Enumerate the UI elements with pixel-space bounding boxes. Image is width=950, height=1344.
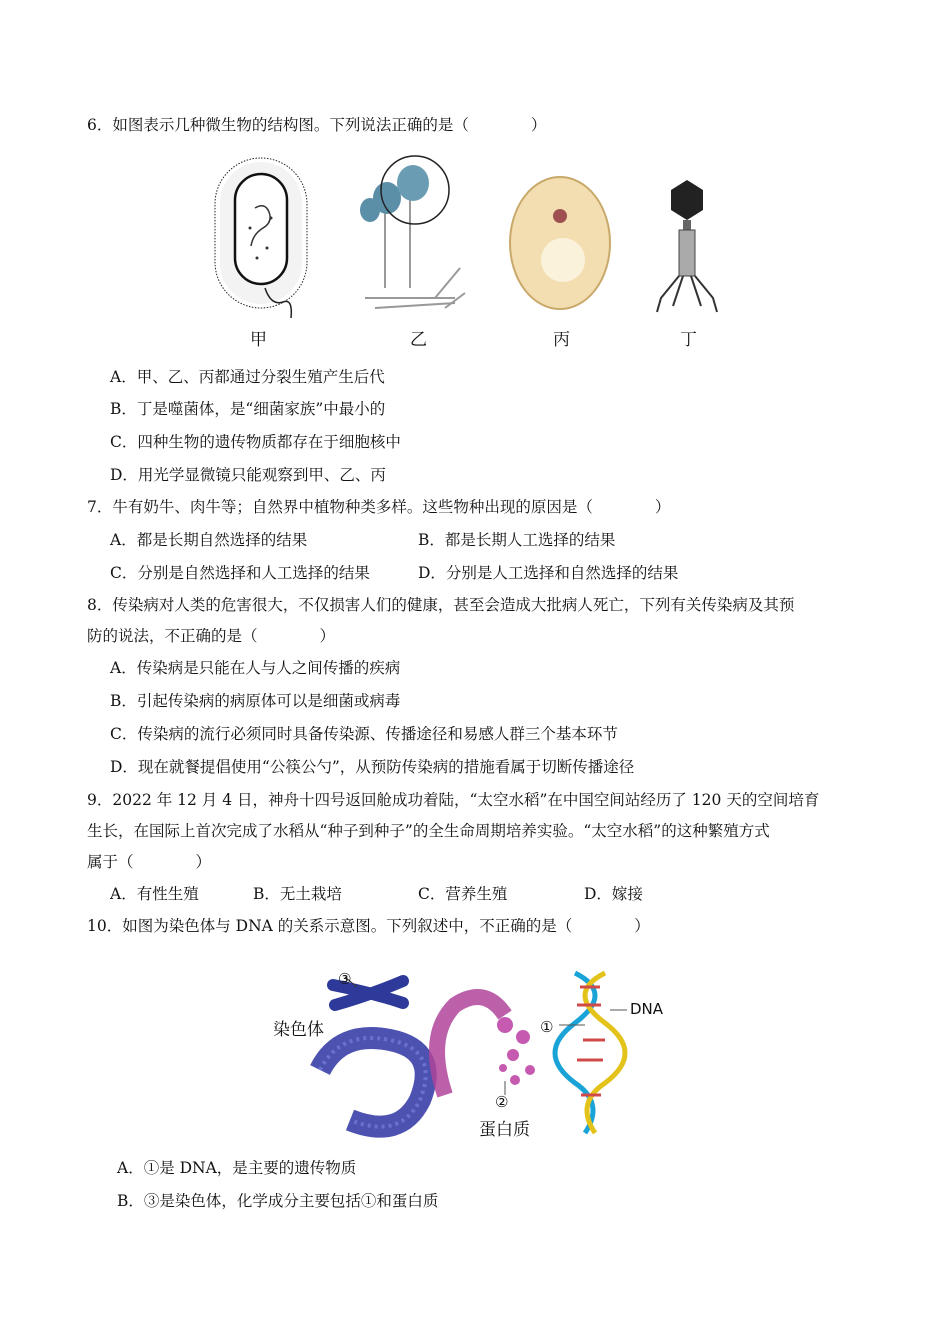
- q9-stem-line2: 生长，在国际上首次完成了水稻从“种子到种子”的全生命周期培养实验。“太空水稻”的这种繁殖方式: [87, 822, 770, 840]
- q9-stem-line1: 9．2022 年 12 月 4 日，神舟十四号返回舱成功着陆，“太空水稻”在中国空间站经历了 120 天的空间培育: [87, 791, 820, 809]
- label-chromosome: 染色体: [273, 1020, 324, 1040]
- label-protein: 蛋白质: [479, 1120, 530, 1140]
- q7-option-d[interactable]: D．分别是人工选择和自然选择的结果: [418, 564, 679, 582]
- marker-3: ③: [338, 970, 352, 988]
- marker-2: ②: [495, 1093, 509, 1111]
- q6-option-b[interactable]: B．丁是噬菌体，是“细菌家族”中最小的: [110, 400, 386, 418]
- q8-option-c[interactable]: C．传染病的流行必须同时具备传染源、传播途径和易感人群三个基本环节: [110, 725, 618, 743]
- label-jia: 甲: [250, 330, 267, 350]
- q6-option-d[interactable]: D．用光学显微镜只能观察到甲、乙、丙: [110, 466, 386, 484]
- q10-stem: 10．如图为染色体与 DNA 的关系示意图。下列叙述中，不正确的是（ ）: [87, 917, 650, 935]
- bacterium-image: [215, 158, 307, 318]
- q7-option-c[interactable]: C．分别是自然选择和人工选择的结果: [110, 564, 370, 582]
- q6-option-a[interactable]: A．甲、乙、丙都通过分裂生殖产生后代: [110, 368, 385, 386]
- q7-option-b[interactable]: B．都是长期人工选择的结果: [418, 531, 616, 549]
- q8-option-a[interactable]: A．传染病是只能在人与人之间传播的疾病: [110, 659, 401, 677]
- q7-option-a[interactable]: A．都是长期自然选择的结果: [110, 531, 308, 549]
- label-ding: 丁: [680, 330, 697, 350]
- q10-option-b[interactable]: B．③是染色体，化学成分主要包括①和蛋白质: [117, 1192, 439, 1210]
- q6-option-c[interactable]: C．四种生物的遗传物质都存在于细胞核中: [110, 433, 401, 451]
- label-dna: DNA: [630, 1000, 664, 1018]
- q7-stem: 7．牛有奶牛、肉牛等；自然界中植物种类多样。这些物种出现的原因是（ ）: [87, 498, 671, 516]
- q10-option-a[interactable]: A．①是 DNA，是主要的遗传物质: [117, 1159, 357, 1177]
- q8-option-b[interactable]: B．引起传染病的病原体可以是细菌或病毒: [110, 692, 401, 710]
- nucleosome-fiber: [437, 997, 535, 1095]
- q6-figure: [205, 148, 735, 348]
- dna-helix: [555, 973, 625, 1133]
- q8-stem-line2: 防的说法，不正确的是（ ）: [87, 627, 336, 645]
- chromatin-coil: [320, 1038, 426, 1127]
- q6-stem: 6．如图表示几种微生物的结构图。下列说法正确的是（ ）: [87, 116, 547, 134]
- marker-1: ①: [540, 1018, 554, 1036]
- mold-image: [360, 156, 465, 308]
- q9-stem-line3: 属于（ ）: [87, 853, 212, 871]
- label-yi: 乙: [410, 330, 427, 350]
- q8-option-d[interactable]: D．现在就餐提倡使用“公筷公勺”，从预防传染病的措施看属于切断传播途径: [110, 758, 635, 776]
- yeast-image: [510, 177, 610, 309]
- q10-figure: [265, 965, 665, 1140]
- q9-option-c[interactable]: C．营养生殖: [418, 885, 508, 903]
- q9-option-a[interactable]: A．有性生殖: [110, 885, 199, 903]
- label-bing: 丙: [553, 330, 570, 350]
- q9-option-d[interactable]: D．嫁接: [584, 885, 643, 903]
- q9-option-b[interactable]: B．无土栽培: [253, 885, 342, 903]
- q8-stem-line1: 8．传染病对人类的危害很大，不仅损害人们的健康，甚至会造成大批病人死亡，下列有关传染病及其预: [87, 596, 795, 614]
- bacteriophage-image: [657, 180, 717, 312]
